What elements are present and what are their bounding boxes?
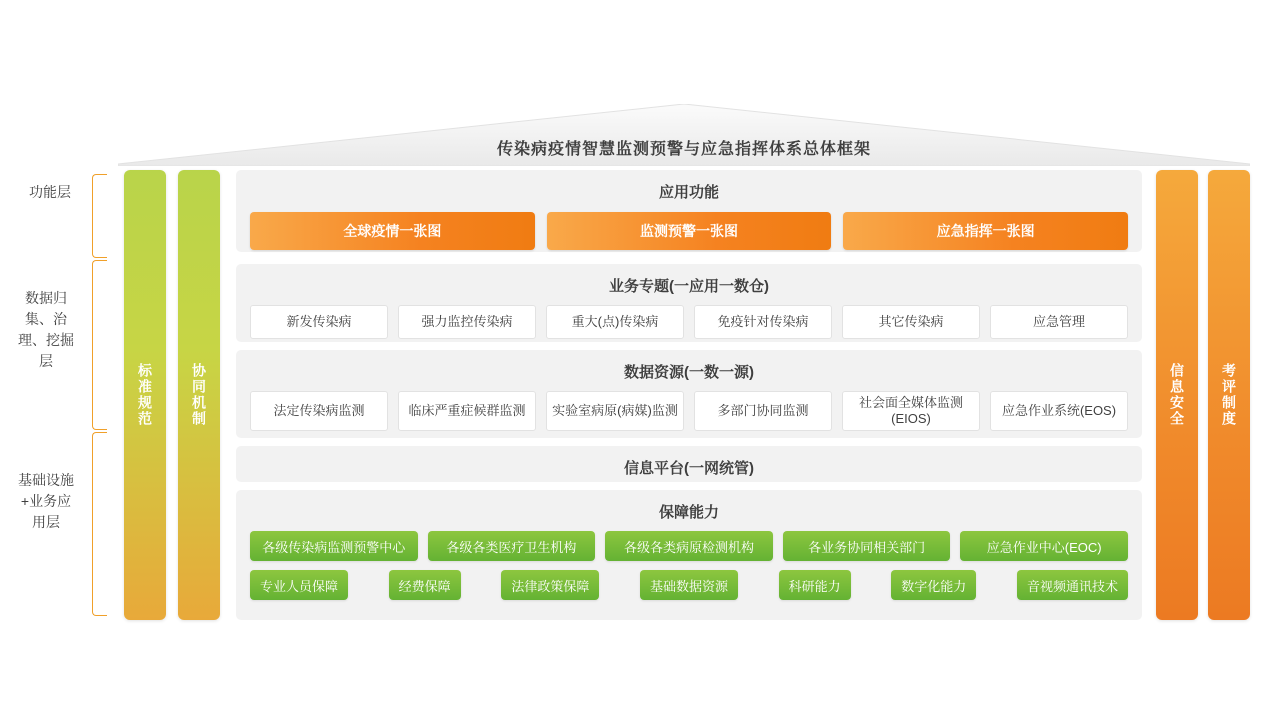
pillar-assessment-system[interactable] <box>1208 170 1250 620</box>
section-data-resources-title: 数据资源(一数一源) <box>624 364 754 381</box>
data-card-media-surveillance-eios[interactable]: 社会面全媒体监测(EIOS) <box>842 391 980 431</box>
guarantee-capabilities-row <box>236 570 1142 600</box>
framework-body <box>236 170 1142 620</box>
section-application-functions-title: 应用功能 <box>658 184 719 201</box>
section-guarantee-capability <box>236 490 1142 620</box>
framework-roof <box>118 104 1250 166</box>
business-card-other[interactable]: 其它传染病 <box>842 305 980 339</box>
business-card-strict-control[interactable]: 强力监控传染病 <box>398 305 536 339</box>
pillar-standards[interactable] <box>124 170 166 620</box>
guarantee-organizations-row <box>236 531 1142 561</box>
section-data-resources <box>236 350 1142 438</box>
pillar-coordination[interactable] <box>178 170 220 620</box>
business-card-emergency-management[interactable]: 应急管理 <box>990 305 1128 339</box>
section-application-functions <box>236 170 1142 252</box>
pillar-information-security-label: 信息安全 <box>1169 363 1185 427</box>
guarantee-card-funding[interactable]: 经费保障 <box>389 570 461 600</box>
guarantee-card-digital-capability[interactable]: 数字化能力 <box>891 570 976 600</box>
pillar-information-security[interactable] <box>1156 170 1198 620</box>
guarantee-card-av-communication-technology[interactable]: 音视频通讯技术 <box>1017 570 1128 600</box>
layer-label-data: 数据归集、治理、挖掘层 <box>18 290 74 369</box>
framework-title: 传染病疫情智慧监测预警与应急指挥体系总体框架 <box>496 141 871 158</box>
guarantee-card-basic-data-resources[interactable]: 基础数据资源 <box>640 570 738 600</box>
guarantee-card-research-capability[interactable]: 科研能力 <box>779 570 851 600</box>
guarantee-card-pathogen-testing-institutions[interactable]: 各级各类病原检测机构 <box>605 531 773 561</box>
business-card-major[interactable]: 重大(点)传染病 <box>546 305 684 339</box>
guarantee-card-surveillance-warning-centers[interactable]: 各级传染病监测预警中心 <box>250 531 418 561</box>
pillar-assessment-system-label: 考评制度 <box>1221 363 1237 427</box>
app-button-global-epidemic-map[interactable]: 全球疫情一张图 <box>250 212 535 250</box>
guarantee-card-legal-policy[interactable]: 法律政策保障 <box>501 570 599 600</box>
business-cards-row <box>236 305 1142 339</box>
data-card-laboratory-pathogen-surveillance[interactable]: 实验室病原(病媒)监测 <box>546 391 684 431</box>
application-buttons-row <box>236 212 1142 250</box>
bracket-data <box>92 260 107 430</box>
guarantee-card-medical-health-institutions[interactable]: 各级各类医疗卫生机构 <box>428 531 596 561</box>
business-card-emerging[interactable]: 新发传染病 <box>250 305 388 339</box>
bracket-function <box>92 174 107 258</box>
guarantee-card-emergency-operations-center-eoc[interactable]: 应急作业中心(EOC) <box>960 531 1128 561</box>
section-business-topics-title: 业务专题(一应用一数仓) <box>609 278 769 295</box>
data-card-emergency-operations-system-eos[interactable]: 应急作业系统(EOS) <box>990 391 1128 431</box>
layer-label-infrastructure: 基础设施+业务应用层 <box>18 472 74 530</box>
data-card-clinical-syndrome-surveillance[interactable]: 临床严重症候群监测 <box>398 391 536 431</box>
app-button-emergency-command-map[interactable]: 应急指挥一张图 <box>843 212 1128 250</box>
pillar-coordination-label: 协同机制 <box>191 363 207 427</box>
section-guarantee-capability-title: 保障能力 <box>658 504 719 521</box>
guarantee-card-professional-staff[interactable]: 专业人员保障 <box>250 570 348 600</box>
section-business-topics <box>236 264 1142 342</box>
bracket-infrastructure <box>92 432 107 616</box>
section-information-platform <box>236 446 1142 482</box>
business-card-vaccine-preventable[interactable]: 免疫针对传染病 <box>694 305 832 339</box>
app-button-surveillance-warning-map[interactable]: 监测预警一张图 <box>547 212 832 250</box>
data-card-statutory-surveillance[interactable]: 法定传染病监测 <box>250 391 388 431</box>
pillar-standards-label: 标准规范 <box>137 363 153 427</box>
data-cards-row <box>236 391 1142 431</box>
guarantee-card-coordinating-departments[interactable]: 各业务协同相关部门 <box>783 531 951 561</box>
section-information-platform-title: 信息平台(一网统管) <box>624 460 754 477</box>
layer-labels <box>8 170 118 620</box>
layer-label-function: 功能层 <box>29 184 71 200</box>
data-card-multi-department-surveillance[interactable]: 多部门协同监测 <box>694 391 832 431</box>
